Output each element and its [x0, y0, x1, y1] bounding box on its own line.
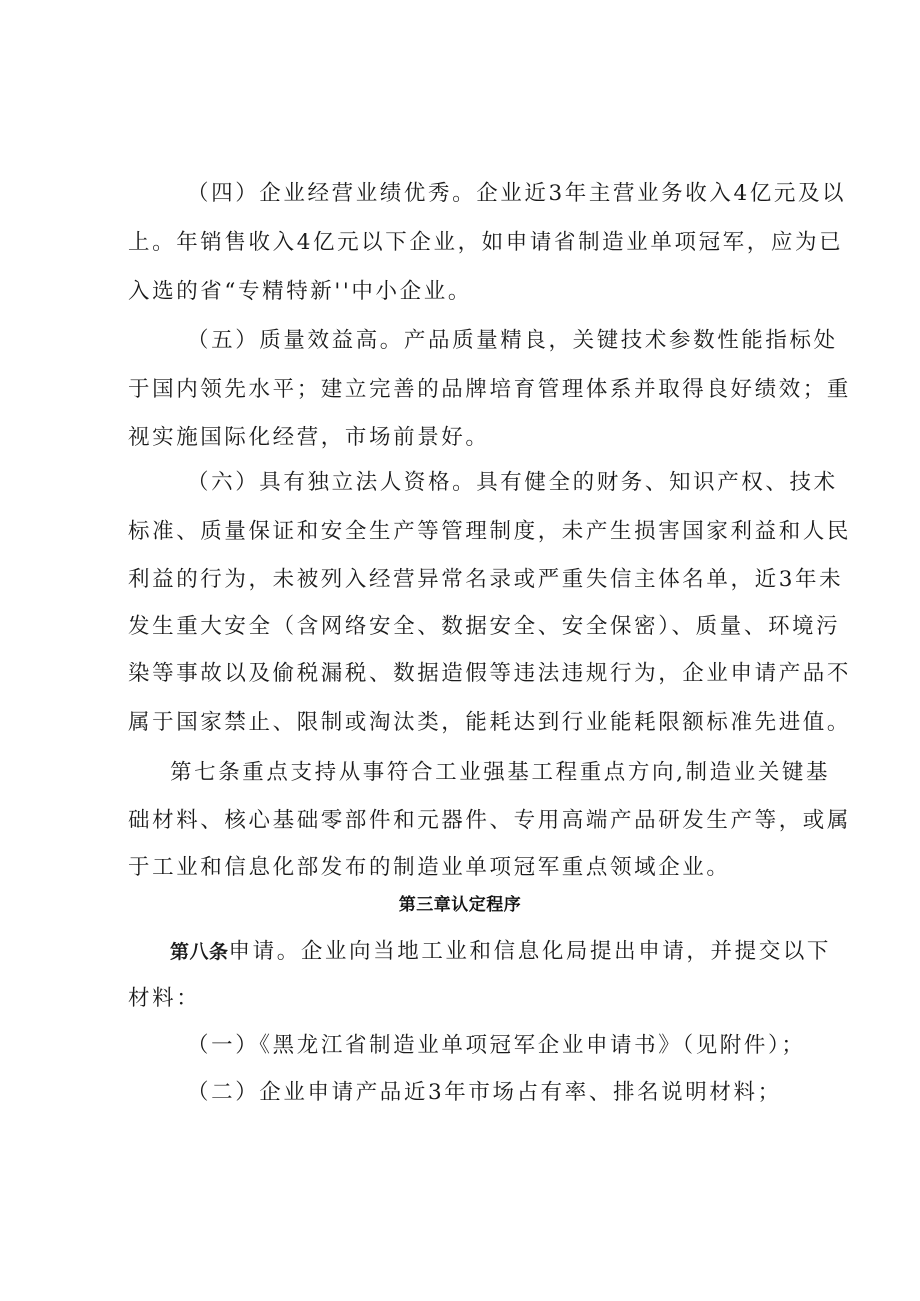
para4-line2: 上。年销售收入4亿元以下企业，如申请省制造业单项冠军，应为已 — [128, 230, 844, 255]
chapter-heading: 第三章认定程序 — [398, 895, 522, 915]
article7-line1: 第七条重点支持从事符合工业强基工程重点方向,制造业关键基 — [170, 760, 831, 785]
para5-line1: （五）质量效益高。产品质量精良，关键技术参数性能指标处 — [187, 328, 838, 353]
article8-line1 — [170, 937, 831, 967]
article8-lead: 第八条 — [170, 941, 229, 963]
article8-line2: 材料： — [128, 986, 201, 1011]
para6-line5: 染等事故以及偷税漏税、数据造假等违法违规行为，企业申请产品不 — [128, 661, 852, 686]
material-item-1: （一）《黑龙江省制造业单项冠军企业申请书》（见附件）； — [187, 1033, 806, 1058]
para5-line2: 于国内领先水平；建立完善的品牌培育管理体系并取得良好绩效；重 — [128, 377, 852, 402]
para5-line3: 视实施国际化经营，市场前景好。 — [128, 425, 490, 450]
para6-line2: 标准、质量保证和安全生产等管理制度，未产生损害国家利益和人民 — [128, 519, 852, 544]
material-item-2: （二）企业申请产品近3年市场占有率、排名说明材料； — [187, 1080, 782, 1105]
article8-line1-text: 申请。企业向当地工业和信息化局提出申请，并提交以下 — [228, 939, 832, 964]
para4-line1: （四）企业经营业绩优秀。企业近3年主营业务收入4亿元及以 — [187, 181, 847, 206]
article7-line2: 础材料、核心基础零部件和元器件、专用高端产品研发生产等，或属 — [128, 808, 852, 833]
para6-line6: 属于国家禁止、限制或淘汰类，能耗达到行业能耗限额标准先进值。 — [128, 710, 852, 735]
para6-line3: 利益的行为，未被列入经营异常名录或严重失信主体名单，近3年未 — [128, 567, 844, 592]
para6-line1: （六）具有独立法人资格。具有健全的财务、知识产权、技术 — [187, 470, 838, 495]
para4-line3: 入选的省“专精特新''中小企业。 — [128, 279, 472, 304]
para6-line4: 发生重大安全（含网络安全、数据安全、安全保密）、质量、环境污 — [128, 614, 841, 639]
article7-line3: 于工业和信息化部发布的制造业单项冠军重点领域企业。 — [128, 855, 731, 880]
